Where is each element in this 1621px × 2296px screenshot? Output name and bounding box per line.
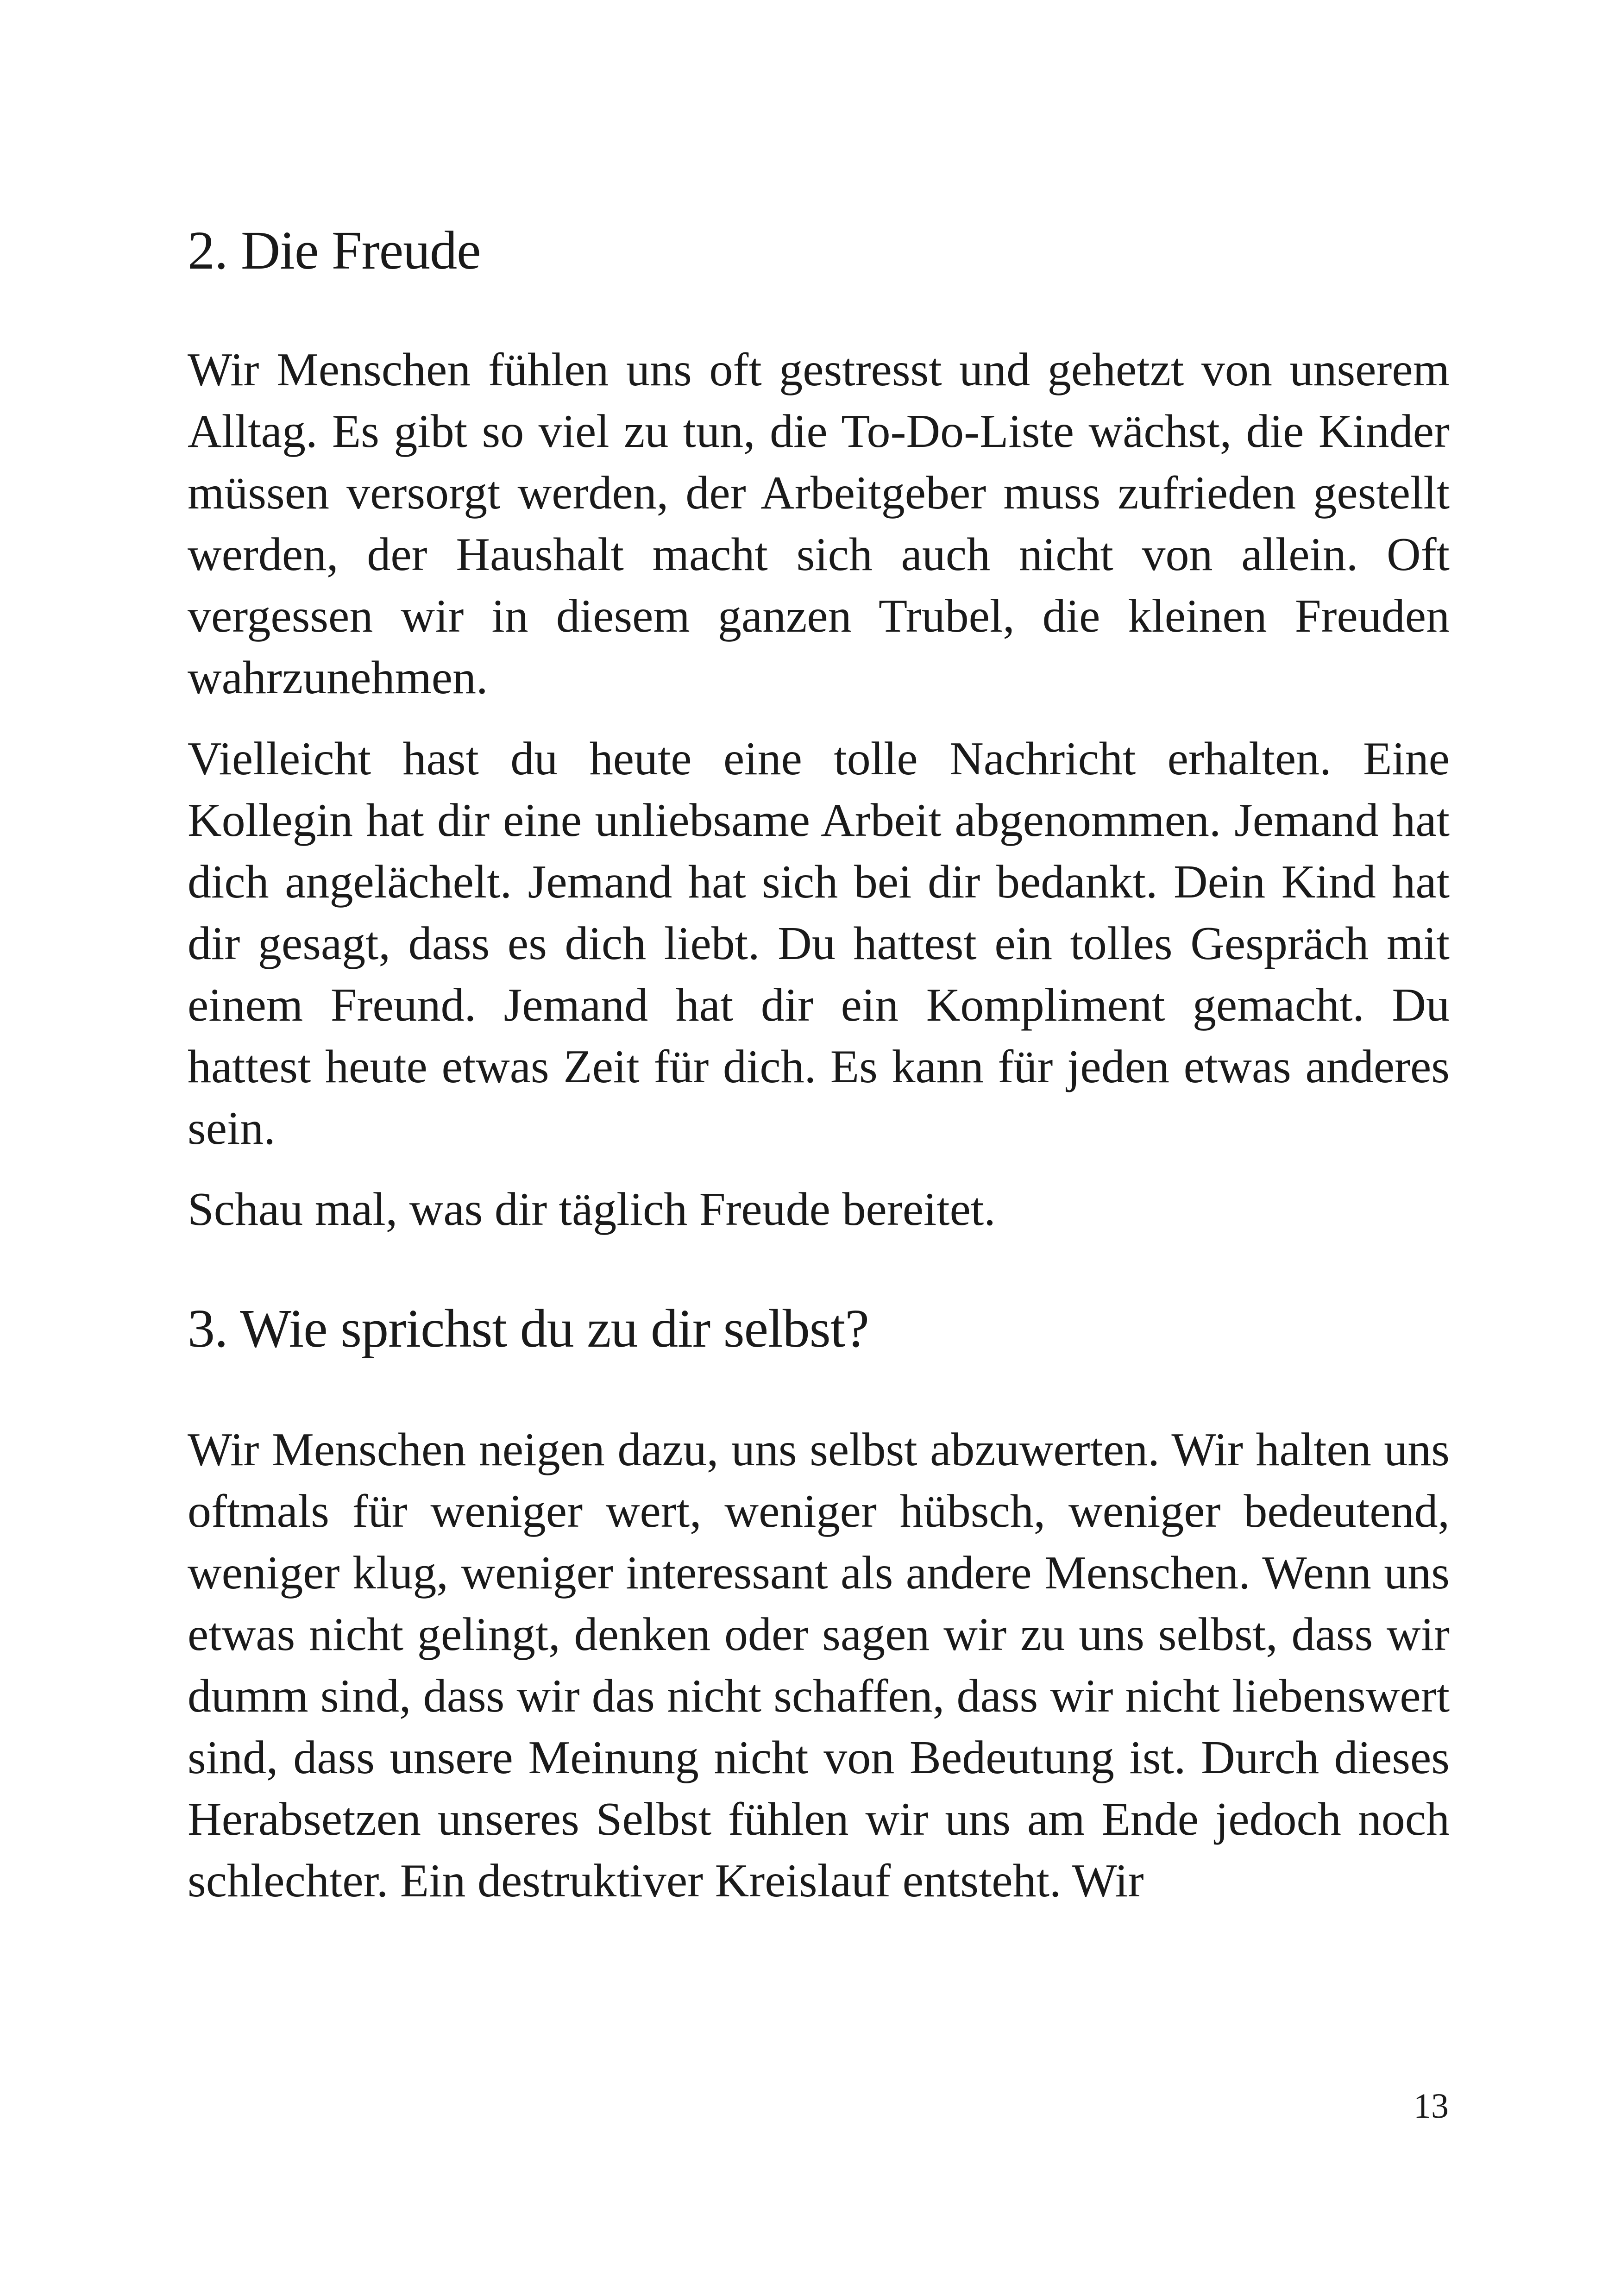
page-number: 13 <box>1414 2087 1449 2126</box>
paragraph: Vielleicht hast du heute eine tolle Nachricht erhalten. Eine Kollegin hat dir eine unliebsame Arbeit abgenommen. Jemand hat dich angelächelt. Jemand hat sich bei dir bedankt. Dein Kind hat dir gesagt, dass es dich liebt. Du hattest ein tolles Gespräch mit einem Freund. Jemand hat dir ein Kompliment gemacht. Du hattest heute etwas Zeit für dich. Es kann für jeden etwas anderes sein. <box>188 732 1450 1154</box>
section-heading-freude: 2. Die Freude <box>188 220 481 281</box>
text-column <box>188 218 1450 1931</box>
section-heading-selbstgespraech: 3. Wie sprichst du zu dir selbst? <box>188 1298 869 1359</box>
paragraph: Wir Menschen fühlen uns oft gestresst und gehetzt von unserem Alltag. Es gibt so viel zu tun, die To-Do-Liste wächst, die Kinder müssen versorgt werden, der Arbeitgeber muss zufrieden gestellt werden, der Haushalt macht sich auch nicht von allein. Oft vergessen wir in diesem ganzen Trubel, die kleinen Freuden wahrzunehmen. <box>188 343 1450 704</box>
paragraph: Schau mal, was dir täglich Freude bereitet. <box>188 1183 996 1236</box>
paragraph: Wir Menschen neigen dazu, uns selbst abzuwerten. Wir halten uns oftmals für weniger wert, weniger hübsch, weniger bedeutend, weniger klug, weniger interessant als andere Menschen. Wenn uns etwas nicht gelingt, denken oder sagen wir zu uns selbst, dass wir dumm sind, dass wir das nicht schaffen, dass wir nicht liebenswert sind, dass unsere Meinung nicht von Bedeutung ist. Durch dieses Herabsetzen unseres Selbst fühlen wir uns am Ende jedoch noch schlechter. Ein destruktiver Kreislauf entsteht. Wir <box>188 1424 1450 1907</box>
